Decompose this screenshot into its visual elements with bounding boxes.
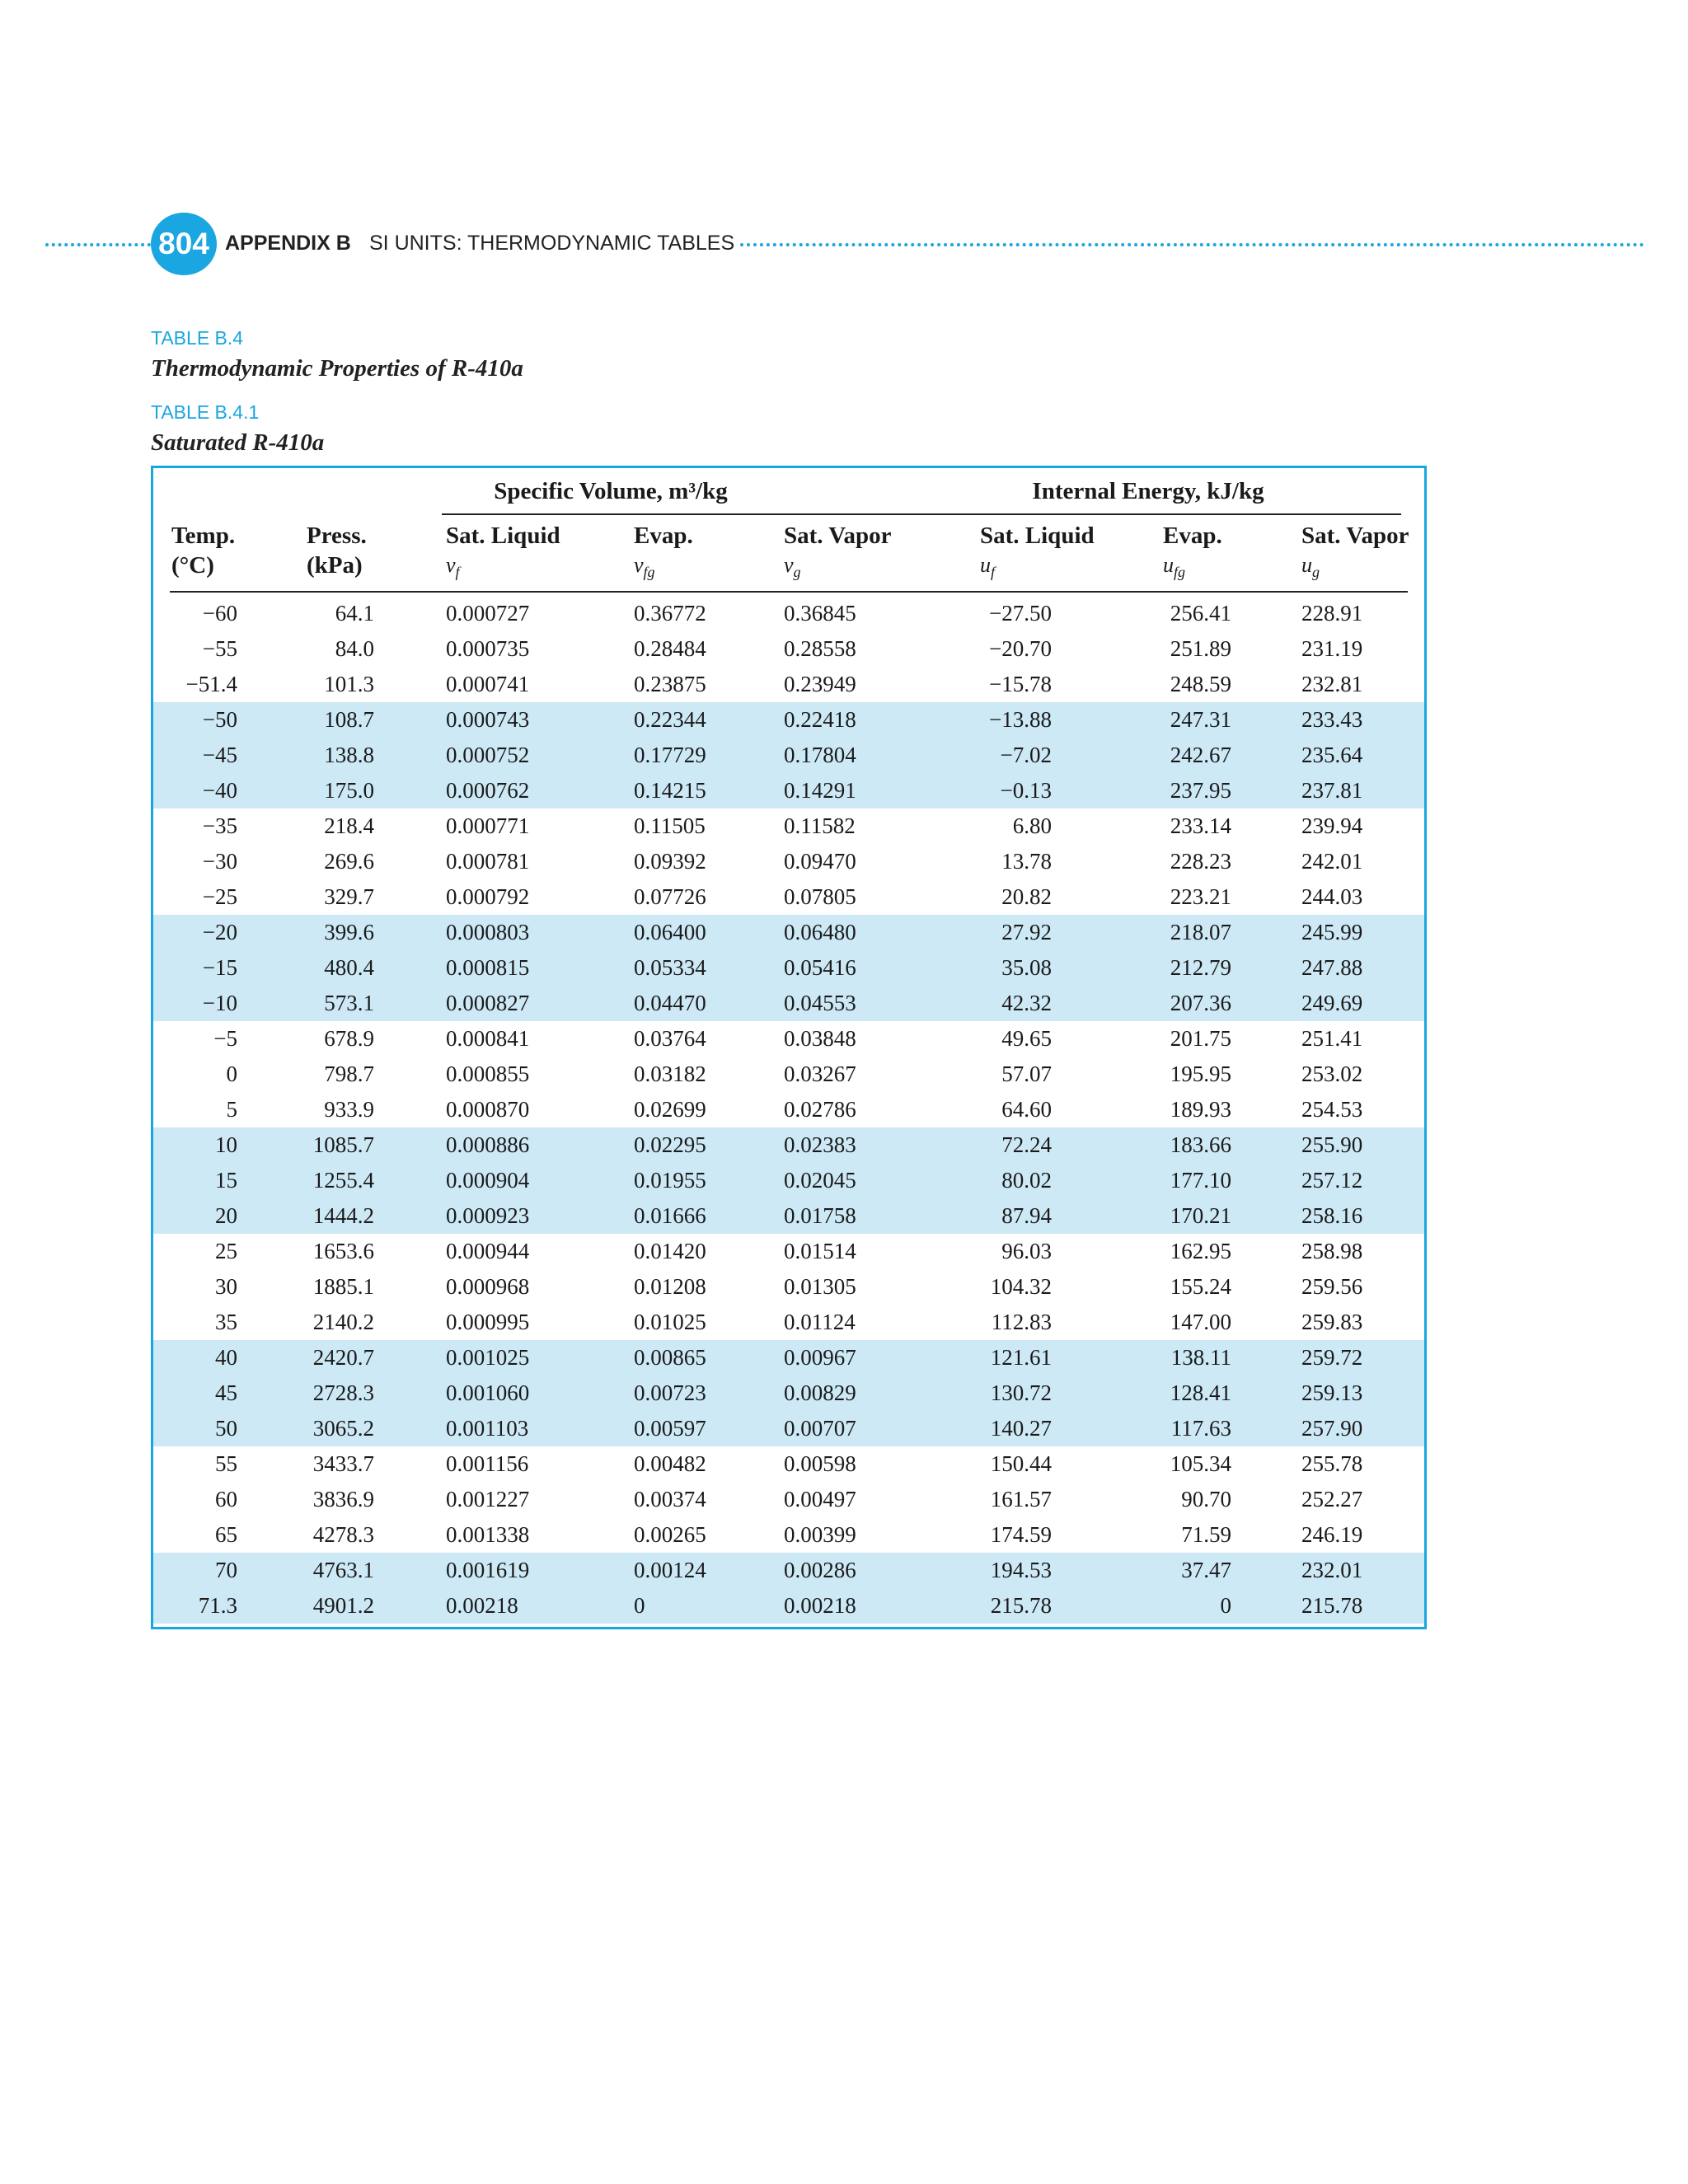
table-cell: 2728.3 bbox=[312, 1380, 374, 1405]
table-cell: 0.001103 bbox=[446, 1416, 529, 1441]
saturated-r410a-table bbox=[151, 466, 1427, 1629]
table-cell: 2420.7 bbox=[312, 1345, 374, 1370]
column-header-3: Evap. bbox=[634, 523, 693, 549]
table-cell: 174.59 bbox=[990, 1522, 1052, 1547]
table-cell: −27.50 bbox=[989, 601, 1052, 626]
table-cell: 2140.2 bbox=[312, 1310, 374, 1334]
table-cell: 35 bbox=[215, 1310, 237, 1334]
table-cell: 71.59 bbox=[1181, 1522, 1231, 1547]
table-cell: 45 bbox=[215, 1380, 237, 1405]
column-symbol-3 bbox=[634, 551, 655, 587]
dotted-rule-left bbox=[45, 243, 151, 246]
table-cell: 0.09392 bbox=[634, 849, 706, 874]
table-cell: 20 bbox=[215, 1203, 237, 1228]
table-cell: 84.0 bbox=[335, 636, 374, 661]
table-cell: 195.95 bbox=[1170, 1062, 1231, 1086]
column-symbol-6 bbox=[1163, 551, 1185, 587]
table-cell: 257.12 bbox=[1301, 1168, 1363, 1193]
column-symbol-4 bbox=[784, 551, 801, 587]
table-cell: 0.00482 bbox=[634, 1451, 706, 1476]
table-cell: 0 bbox=[1220, 1593, 1231, 1618]
table-cell: 30 bbox=[215, 1274, 237, 1299]
table-cell: 0.36772 bbox=[634, 601, 706, 626]
table-cell: 4278.3 bbox=[312, 1522, 374, 1547]
table-cell: 57.07 bbox=[1001, 1062, 1052, 1086]
table-cell: 42.32 bbox=[1001, 991, 1052, 1015]
table-cell: −50 bbox=[202, 707, 237, 732]
table-cell: 0.01124 bbox=[784, 1310, 856, 1334]
table-cell: 233.43 bbox=[1301, 707, 1363, 732]
table-cell: 0.03182 bbox=[634, 1062, 706, 1086]
table-cell: 64.60 bbox=[1001, 1097, 1052, 1122]
table-cell: 0.001025 bbox=[446, 1345, 530, 1370]
table-cell: 0.04553 bbox=[784, 991, 856, 1015]
column-unit-0: (°C) bbox=[171, 552, 214, 579]
table-cell: 215.78 bbox=[1301, 1593, 1363, 1618]
table-cell: 72.24 bbox=[1001, 1132, 1052, 1157]
table-cell: 0.00597 bbox=[634, 1416, 706, 1441]
table-cell: 96.03 bbox=[1001, 1239, 1052, 1263]
table-cell: 25 bbox=[215, 1239, 237, 1263]
table-cell: 150.44 bbox=[990, 1451, 1052, 1476]
column-symbol-2 bbox=[446, 551, 460, 587]
table-cell: 256.41 bbox=[1170, 601, 1231, 626]
table-cell: 212.79 bbox=[1170, 955, 1231, 980]
table-cell: 0.06400 bbox=[634, 920, 706, 944]
table-cell: 0.00374 bbox=[634, 1487, 706, 1511]
table-cell: 0.01758 bbox=[784, 1203, 856, 1228]
table-cell: 10 bbox=[215, 1132, 237, 1157]
table-cell: 121.61 bbox=[990, 1345, 1052, 1370]
table-cell: 215.78 bbox=[990, 1593, 1052, 1618]
table-cell: 162.95 bbox=[1170, 1239, 1231, 1263]
table-caption-main: Thermodynamic Properties of R-410a bbox=[151, 355, 523, 382]
table-cell: 0.00865 bbox=[634, 1345, 706, 1370]
table-cell: 0.000886 bbox=[446, 1132, 530, 1157]
table-cell: 232.01 bbox=[1301, 1558, 1363, 1582]
table-cell: 104.32 bbox=[990, 1274, 1052, 1299]
column-header-1: Press. bbox=[307, 523, 367, 549]
table-cell: 480.4 bbox=[324, 955, 374, 980]
table-cell: 90.70 bbox=[1181, 1487, 1231, 1511]
table-cell: −55 bbox=[202, 636, 237, 661]
table-cell: 27.92 bbox=[1001, 920, 1052, 944]
table-cell: 0.00124 bbox=[634, 1558, 706, 1582]
table-cell: 207.36 bbox=[1170, 991, 1231, 1015]
table-cell: 20.82 bbox=[1001, 884, 1052, 909]
column-symbol-5 bbox=[980, 551, 995, 587]
page-header bbox=[45, 213, 1644, 275]
table-cell: 0.23949 bbox=[784, 672, 856, 696]
table-cell: 0.000855 bbox=[446, 1062, 530, 1086]
table-cell: 329.7 bbox=[324, 884, 374, 909]
table-cell: 130.72 bbox=[990, 1380, 1052, 1405]
table-cell: 3433.7 bbox=[312, 1451, 374, 1476]
table-cell: 258.98 bbox=[1301, 1239, 1363, 1263]
table-label-sub: TABLE B.4.1 bbox=[151, 401, 260, 423]
table-cell: 5 bbox=[226, 1097, 237, 1122]
table-cell: 0.000735 bbox=[446, 636, 530, 661]
column-header-5: Sat. Liquid bbox=[980, 523, 1095, 549]
table-cell: 194.53 bbox=[990, 1558, 1052, 1582]
table-cell: 0.000803 bbox=[446, 920, 530, 944]
table-cell: 0.02699 bbox=[634, 1097, 706, 1122]
table-cell: 1885.1 bbox=[312, 1274, 374, 1299]
table-cell: 0.000923 bbox=[446, 1203, 530, 1228]
table-cell: 218.4 bbox=[324, 813, 374, 838]
table-cell: 798.7 bbox=[324, 1062, 374, 1086]
table-cell: 247.88 bbox=[1301, 955, 1363, 980]
table-cell: 0.14215 bbox=[634, 778, 706, 803]
table-cell: 138.11 bbox=[1170, 1345, 1231, 1370]
table-cell: 112.83 bbox=[991, 1310, 1052, 1334]
table-cell: −15.78 bbox=[989, 672, 1052, 696]
table-cell: 259.13 bbox=[1301, 1380, 1363, 1405]
table-cell: 223.21 bbox=[1170, 884, 1231, 909]
table-cell: 0.000741 bbox=[446, 672, 530, 696]
table-cell: 0.01420 bbox=[634, 1239, 706, 1263]
table-cell: 0.000944 bbox=[446, 1239, 530, 1263]
table-cell: 242.01 bbox=[1301, 849, 1363, 874]
table-cell: 4763.1 bbox=[312, 1558, 374, 1582]
table-caption-sub: Saturated R-410a bbox=[151, 429, 325, 456]
table-cell: 0.00723 bbox=[634, 1380, 706, 1405]
table-cell: 0.00497 bbox=[784, 1487, 856, 1511]
table-cell: 573.1 bbox=[324, 991, 374, 1015]
table-cell: 0.28558 bbox=[784, 636, 856, 661]
table-cell: 0.000841 bbox=[446, 1026, 530, 1051]
table-cell: 259.56 bbox=[1301, 1274, 1363, 1299]
table-cell: 232.81 bbox=[1301, 672, 1363, 696]
table-cell: 0.22344 bbox=[634, 707, 706, 732]
table-cell: 0.001156 bbox=[446, 1451, 529, 1476]
table-cell: 0.02045 bbox=[784, 1168, 856, 1193]
table-cell: 55 bbox=[215, 1451, 237, 1476]
table-cell: 175.0 bbox=[324, 778, 374, 803]
table-cell: 0.000815 bbox=[446, 955, 530, 980]
table-cell: 0.22418 bbox=[784, 707, 856, 732]
table-cell: 0.01514 bbox=[784, 1239, 856, 1263]
column-symbol-subscript: fg bbox=[643, 564, 655, 581]
table-cell: 0.17804 bbox=[784, 743, 856, 767]
table-cell: 0.000870 bbox=[446, 1097, 530, 1122]
header-rule bbox=[170, 591, 1408, 593]
table-cell: 70 bbox=[215, 1558, 237, 1582]
table-cell: 254.53 bbox=[1301, 1097, 1363, 1122]
table-cell: 244.03 bbox=[1301, 884, 1363, 909]
table-cell: 251.41 bbox=[1301, 1026, 1363, 1051]
table-cell: −35 bbox=[202, 813, 237, 838]
table-cell: 0.01025 bbox=[634, 1310, 706, 1334]
table-cell: 0.02295 bbox=[634, 1132, 706, 1157]
table-cell: 6.80 bbox=[1012, 813, 1052, 838]
table-cell: 248.59 bbox=[1170, 672, 1231, 696]
table-cell: 0.00967 bbox=[784, 1345, 856, 1370]
table-cell: 0 bbox=[226, 1062, 237, 1086]
table-cell: 0.00218 bbox=[446, 1593, 518, 1618]
column-header-7: Sat. Vapor bbox=[1301, 523, 1409, 549]
table-cell: 678.9 bbox=[324, 1026, 374, 1051]
table-cell: 0.000968 bbox=[446, 1274, 530, 1299]
table-cell: 0.000904 bbox=[446, 1168, 530, 1193]
table-cell: 0.01666 bbox=[634, 1203, 706, 1228]
table-cell: 0.11505 bbox=[634, 813, 706, 838]
appendix-label: APPENDIX B bbox=[225, 232, 351, 255]
table-cell: 35.08 bbox=[1001, 955, 1052, 980]
table-cell: 251.89 bbox=[1170, 636, 1231, 661]
table-cell: 1255.4 bbox=[312, 1168, 374, 1193]
table-cell: 140.27 bbox=[990, 1416, 1052, 1441]
table-cell: 0.000995 bbox=[446, 1310, 530, 1334]
column-symbol-subscript: g bbox=[793, 564, 801, 581]
column-symbol-base: u bbox=[980, 553, 991, 577]
table-cell: 0.01208 bbox=[634, 1274, 706, 1299]
table-cell: 108.7 bbox=[324, 707, 374, 732]
table-cell: 239.94 bbox=[1301, 813, 1363, 838]
table-cell: −20.70 bbox=[989, 636, 1052, 661]
table-cell: 1085.7 bbox=[312, 1132, 374, 1157]
table-cell: 0.14291 bbox=[784, 778, 856, 803]
table-cell: 1444.2 bbox=[312, 1203, 374, 1228]
table-cell: 0.36845 bbox=[784, 601, 856, 626]
table-cell: 259.83 bbox=[1301, 1310, 1363, 1334]
table-cell: 147.00 bbox=[1170, 1310, 1231, 1334]
table-cell: 255.78 bbox=[1301, 1451, 1363, 1476]
table-cell: 258.16 bbox=[1301, 1203, 1363, 1228]
table-cell: 228.91 bbox=[1301, 601, 1363, 626]
table-cell: 933.9 bbox=[324, 1097, 374, 1122]
table-cell: 0.23875 bbox=[634, 672, 706, 696]
table-cell: 0.05416 bbox=[784, 955, 856, 980]
table-cell: 1653.6 bbox=[312, 1239, 374, 1263]
table-cell: 15 bbox=[215, 1168, 237, 1193]
table-cell: 183.66 bbox=[1170, 1132, 1231, 1157]
column-header-4: Sat. Vapor bbox=[784, 523, 892, 549]
table-cell: 249.69 bbox=[1301, 991, 1363, 1015]
table-cell: 0.17729 bbox=[634, 743, 706, 767]
table-cell: 252.27 bbox=[1301, 1487, 1363, 1511]
table-cell: 128.41 bbox=[1170, 1380, 1231, 1405]
table-cell: 0.001338 bbox=[446, 1522, 530, 1547]
column-header-2: Sat. Liquid bbox=[446, 523, 560, 549]
table-cell: 237.95 bbox=[1170, 778, 1231, 803]
table-cell: 257.90 bbox=[1301, 1416, 1363, 1441]
column-unit-1: (kPa) bbox=[307, 552, 363, 579]
table-cell: 170.21 bbox=[1170, 1203, 1231, 1228]
group-title-specific-volume: Specific Volume, m³/kg bbox=[494, 478, 728, 504]
column-symbol-base: v bbox=[784, 553, 794, 577]
table-cell: 0 bbox=[634, 1593, 645, 1618]
table-cell: 0.03267 bbox=[784, 1062, 856, 1086]
table-cell: 0.01955 bbox=[634, 1168, 706, 1193]
table-cell: 0.03848 bbox=[784, 1026, 856, 1051]
table-cell: 161.57 bbox=[990, 1487, 1052, 1511]
table-cell: 155.24 bbox=[1170, 1274, 1231, 1299]
table-cell: 255.90 bbox=[1301, 1132, 1363, 1157]
table-cell: 0.07805 bbox=[784, 884, 856, 909]
table-cell: 0.000781 bbox=[446, 849, 530, 874]
table-cell: 87.94 bbox=[1001, 1203, 1052, 1228]
table-cell: −20 bbox=[202, 920, 237, 944]
table-cell: 0.11582 bbox=[784, 813, 856, 838]
table-cell: 0.07726 bbox=[634, 884, 706, 909]
column-symbol-subscript: fg bbox=[1174, 564, 1186, 581]
table-cell: 0.000727 bbox=[446, 601, 530, 626]
table-cell: 3065.2 bbox=[312, 1416, 374, 1441]
table-cell: 269.6 bbox=[324, 849, 374, 874]
table-cell: 242.67 bbox=[1170, 743, 1231, 767]
table-cell: 64.1 bbox=[335, 601, 374, 626]
table-cell: 0.01305 bbox=[784, 1274, 856, 1299]
table-cell: −30 bbox=[202, 849, 237, 874]
table-cell: −51.4 bbox=[185, 672, 237, 696]
table-cell: 218.07 bbox=[1170, 920, 1231, 944]
table-cell: 0.00265 bbox=[634, 1522, 706, 1547]
table-cell: 246.19 bbox=[1301, 1522, 1363, 1547]
page-number-badge: 804 bbox=[151, 213, 217, 275]
table-cell: 0.00598 bbox=[784, 1451, 856, 1476]
table-cell: 0.03764 bbox=[634, 1026, 706, 1051]
table-cell: 0.00218 bbox=[784, 1593, 856, 1618]
column-symbol-7 bbox=[1301, 551, 1320, 587]
column-symbol-base: u bbox=[1163, 553, 1174, 577]
table-cell: 0.001060 bbox=[446, 1380, 530, 1405]
table-cell: 0.001619 bbox=[446, 1558, 530, 1582]
table-cell: −40 bbox=[202, 778, 237, 803]
table-cell: −5 bbox=[213, 1026, 237, 1051]
table-cell: −25 bbox=[202, 884, 237, 909]
table-cell: 0.04470 bbox=[634, 991, 706, 1015]
table-cell: 80.02 bbox=[1001, 1168, 1052, 1193]
table-cell: 138.8 bbox=[324, 743, 374, 767]
table-cell: 40 bbox=[215, 1345, 237, 1370]
table-cell: 237.81 bbox=[1301, 778, 1363, 803]
table-cell: 0.28484 bbox=[634, 636, 706, 661]
table-cell: −13.88 bbox=[989, 707, 1052, 732]
column-header-6: Evap. bbox=[1163, 523, 1222, 549]
table-cell: −60 bbox=[202, 601, 237, 626]
column-symbol-subscript: f bbox=[991, 564, 996, 581]
table-cell: 0.02383 bbox=[784, 1132, 856, 1157]
table-cell: 0.000743 bbox=[446, 707, 530, 732]
table-cell: 231.19 bbox=[1301, 636, 1363, 661]
table-cell: −10 bbox=[202, 991, 237, 1015]
table-label-main: TABLE B.4 bbox=[151, 327, 244, 349]
table-cell: 0.001227 bbox=[446, 1487, 530, 1511]
group-title-internal-energy: Internal Energy, kJ/kg bbox=[1032, 478, 1264, 504]
table-cell: 4901.2 bbox=[312, 1593, 374, 1618]
table-cell: 0.000752 bbox=[446, 743, 530, 767]
table-cell: 0.000827 bbox=[446, 991, 530, 1015]
table-cell: 13.78 bbox=[1001, 849, 1052, 874]
table-cell: 233.14 bbox=[1170, 813, 1231, 838]
table-cell: 0.000762 bbox=[446, 778, 530, 803]
table-cell: 50 bbox=[215, 1416, 237, 1441]
table-cell: 0.00829 bbox=[784, 1380, 856, 1405]
group-rule-specific-volume bbox=[442, 513, 1045, 515]
table-cell: 189.93 bbox=[1170, 1097, 1231, 1122]
table-cell: −0.13 bbox=[1000, 778, 1052, 803]
table-cell: 0.000771 bbox=[446, 813, 530, 838]
table-cell: −7.02 bbox=[1000, 743, 1052, 767]
table-cell: 0.02786 bbox=[784, 1097, 856, 1122]
table-cell: 65 bbox=[215, 1522, 237, 1547]
table-cell: 247.31 bbox=[1170, 707, 1231, 732]
column-symbol-base: v bbox=[446, 553, 456, 577]
table-cell: 228.23 bbox=[1170, 849, 1231, 874]
table-cell: 0.000792 bbox=[446, 884, 530, 909]
table-cell: 101.3 bbox=[324, 672, 374, 696]
table-cell: 399.6 bbox=[324, 920, 374, 944]
table-cell: 0.06480 bbox=[784, 920, 856, 944]
column-symbol-base: u bbox=[1301, 553, 1312, 577]
table-cell: 0.00399 bbox=[784, 1522, 856, 1547]
table-cell: 0.00286 bbox=[784, 1558, 856, 1582]
table-cell: 37.47 bbox=[1181, 1558, 1231, 1582]
table-cell: 259.72 bbox=[1301, 1345, 1363, 1370]
table-cell: 49.65 bbox=[1001, 1026, 1052, 1051]
section-title: SI UNITS: THERMODYNAMIC TABLES bbox=[369, 232, 735, 255]
table-cell: 177.10 bbox=[1170, 1168, 1231, 1193]
column-header-0: Temp. bbox=[171, 523, 236, 549]
table-cell: 235.64 bbox=[1301, 743, 1363, 767]
table-cell: 201.75 bbox=[1170, 1026, 1231, 1051]
column-symbol-subscript: g bbox=[1312, 564, 1320, 581]
column-symbol-subscript: f bbox=[455, 564, 460, 581]
table-cell: −15 bbox=[202, 955, 237, 980]
table-cell: 0.09470 bbox=[784, 849, 856, 874]
table-cell: −45 bbox=[202, 743, 237, 767]
table-cell: 0.05334 bbox=[634, 955, 706, 980]
column-symbol-base: v bbox=[634, 553, 644, 577]
table-cell: 245.99 bbox=[1301, 920, 1363, 944]
table-cell: 71.3 bbox=[198, 1593, 237, 1618]
table-cell: 3836.9 bbox=[312, 1487, 374, 1511]
table-cell: 60 bbox=[215, 1487, 237, 1511]
group-rule-internal-energy bbox=[963, 513, 1401, 515]
dotted-rule-right bbox=[740, 243, 1644, 246]
table-cell: 117.63 bbox=[1170, 1416, 1231, 1441]
table-cell: 253.02 bbox=[1301, 1062, 1363, 1086]
table-cell: 105.34 bbox=[1170, 1451, 1231, 1476]
table-cell: 0.00707 bbox=[784, 1416, 856, 1441]
